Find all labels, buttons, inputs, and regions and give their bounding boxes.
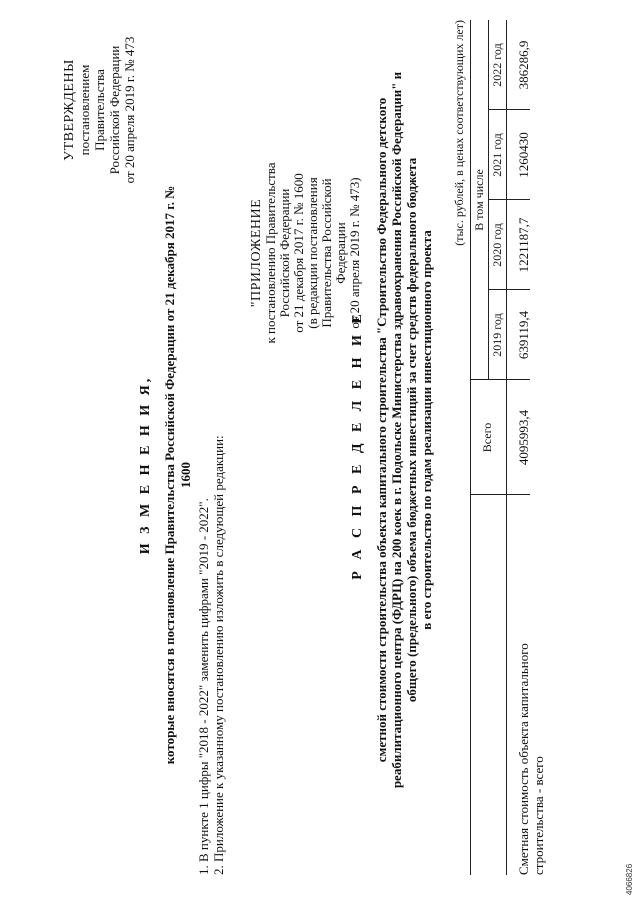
distribution-line: в его строительство по годам реализации инвестиционного проекта — [419, 230, 434, 630]
header-total: Всего — [480, 422, 494, 453]
appendix-line: Правительства Российской Федерации — [319, 178, 348, 328]
distribution-line: общего (предельного) объема бюджетных инвестиций за счет средств федерального бюджета — [404, 157, 419, 703]
changes-items — [196, 375, 226, 875]
header-year-2022: 2022 год — [490, 43, 504, 87]
distribution-description — [374, 45, 434, 815]
distribution-line: реабилитационного центра (ФДРЦ) на 200 коек в г. Подольске Министерства здравоохранения Российской Федерации" и — [389, 71, 404, 789]
row-value-2019: 639119,4 — [516, 310, 531, 360]
changes-subtitle: которые вносятся в постановление Правительства Российской Федерации от 21 декабря 2017 г. № 1600 — [162, 185, 193, 765]
appendix-block — [250, 153, 362, 353]
document-stamp-number: 4066826 — [625, 863, 634, 895]
changes-title: И З М Е Н Е Н И Я, — [138, 375, 153, 555]
row-total-value: 4095993,4 — [516, 409, 531, 466]
appendix-line: (в редакции постановления — [305, 177, 320, 329]
header-year-2021: 2021 год — [490, 133, 504, 177]
change-item-1: 1. В пункте 1 цифры "2018 - 2022" заменить цифрами "2019 - 2022". — [196, 498, 211, 875]
change-item-2: 2. Приложение к указанному постановлению изложить в следующей редакции: — [211, 435, 226, 875]
appendix-heading: "ПРИЛОЖЕНИЕ — [249, 198, 264, 308]
table-border-top — [470, 20, 471, 875]
appendix-line: от 20 апреля 2019 г. № 473) — [347, 177, 362, 329]
table-units-note: (тыс. рублей, в ценах соответствующих лет) — [452, 20, 466, 246]
header-year-2020: 2020 год — [490, 223, 504, 267]
approval-line: от 20 апреля 2019 г. № 473 — [122, 36, 137, 184]
approval-heading: УТВЕРЖДЕНЫ — [62, 59, 77, 161]
distribution-line: сметной стоимости строительства объекта капитального строительства "Строительство Федерального детского — [374, 97, 389, 763]
row-value-2021: 1260430 — [516, 132, 531, 178]
row-label-line: Сметная стоимость объекта капитального — [516, 643, 531, 875]
approval-line: Российской Федерации — [107, 45, 122, 175]
row-label — [516, 505, 546, 875]
row-value-2022: 386286,9 — [516, 40, 531, 90]
distribution-title: Р А С П Р Е Д Е Л Е Н И Е — [350, 310, 365, 580]
header-year-2019: 2019 год — [490, 313, 504, 357]
approval-line: постановлением Правительства — [77, 64, 107, 156]
header-including: В том числе — [472, 169, 486, 231]
table-border-including — [488, 20, 489, 380]
row-label-line: строительства - всего — [531, 756, 546, 875]
approval-block — [62, 30, 137, 190]
appendix-line: Российской Федерации — [277, 188, 292, 318]
table-border-header-bottom — [506, 20, 507, 875]
row-value-2020: 1221187,7 — [516, 217, 531, 273]
appendix-line: от 21 декабря 2017 г. № 1600 — [291, 173, 306, 333]
appendix-line: к постановлению Правительства — [263, 162, 278, 344]
